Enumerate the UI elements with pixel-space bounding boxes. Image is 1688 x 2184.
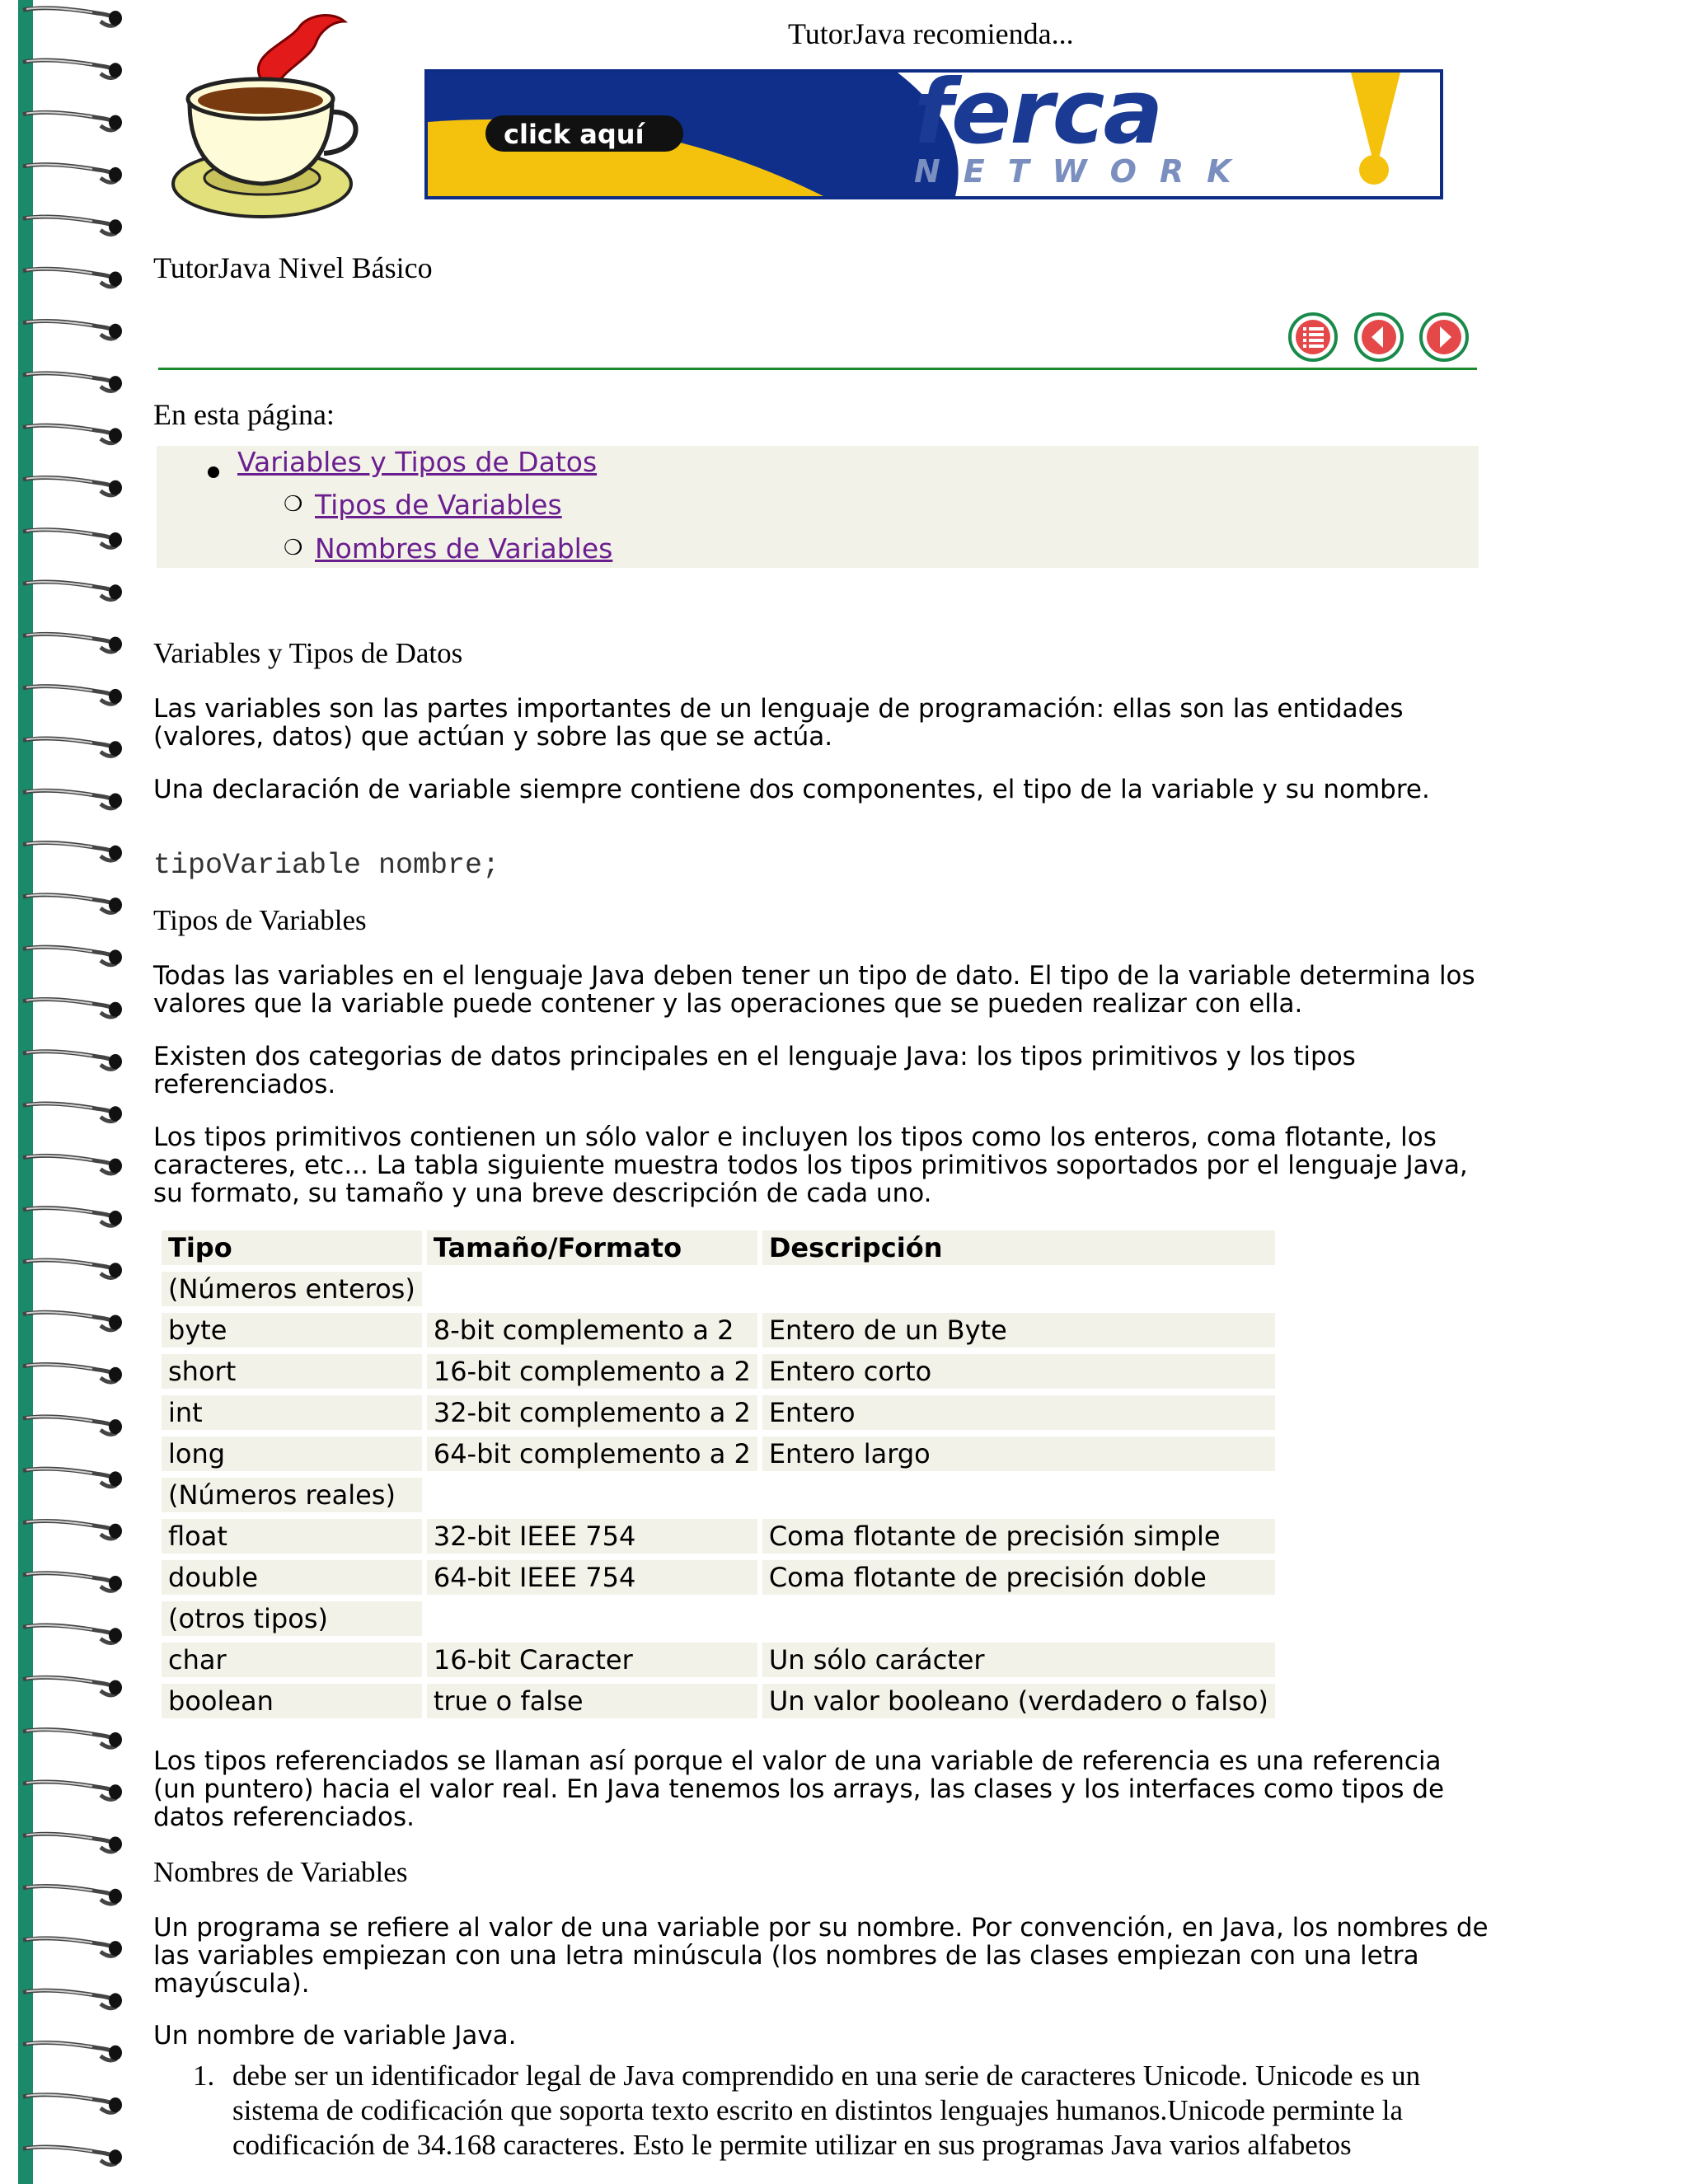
table-cell: 8-bit complemento a 2: [427, 1313, 757, 1347]
paragraph: Un nombre de variable Java.: [153, 2021, 517, 2050]
table-row: [162, 1272, 1275, 1306]
bullet-circle: ❍: [284, 536, 303, 560]
binding-ring: [23, 1782, 122, 1800]
binding-ring: [23, 1052, 122, 1070]
table-cell: 32-bit IEEE 754: [427, 1519, 757, 1554]
table-cell: true o false: [427, 1684, 757, 1718]
binding-ring: [23, 1625, 122, 1643]
table-cell: Entero de un Byte: [762, 1313, 1275, 1347]
binding-ring: [23, 1573, 122, 1591]
toc-link-tipos-variables[interactable]: Tipos de Variables: [315, 489, 562, 521]
binding-ring: [23, 1730, 122, 1748]
list-number: 1.: [193, 2060, 215, 2092]
primitive-types-table: [157, 1224, 1280, 1725]
table-cell: float: [162, 1519, 422, 1554]
binding-ring: [23, 1155, 122, 1174]
binding-ring: [23, 165, 122, 183]
table-row: [162, 1313, 1275, 1347]
table-cell: Coma flotante de precisión doble: [762, 1560, 1275, 1595]
table-row: [162, 1478, 1275, 1512]
binding-ring: [23, 2147, 122, 2165]
table-cell: double: [162, 1560, 422, 1595]
binding-ring: [23, 2095, 122, 2113]
binding-ring: [23, 477, 122, 495]
binding-ring: [23, 1260, 122, 1278]
binding-ring: [23, 530, 122, 548]
binding-ring: [23, 1417, 122, 1435]
toc-link-variables-tipos[interactable]: Variables y Tipos de Datos: [237, 446, 598, 478]
binding-ring: [23, 269, 122, 287]
green-divider: [158, 368, 1477, 370]
binding-ring: [23, 1469, 122, 1487]
index-icon[interactable]: [1287, 312, 1339, 363]
paragraph: Existen dos categorias de datos principales en el lenguaje Java: los tipos primitivos y los tipos referenciados.: [153, 1042, 1356, 1099]
table-cell: (Números enteros): [162, 1272, 422, 1306]
coffee-cup-logo: [163, 7, 361, 223]
table-cell: [427, 1478, 757, 1512]
next-arrow-icon[interactable]: [1418, 312, 1470, 363]
table-cell: Un valor booleano (verdadero o falso): [762, 1684, 1275, 1718]
toc-box: [157, 446, 1479, 568]
toc-link-nombres-variables[interactable]: Nombres de Variables: [315, 532, 613, 565]
table-cell: Entero corto: [762, 1354, 1275, 1389]
binding-ring: [23, 373, 122, 391]
table-cell: Entero: [762, 1395, 1275, 1430]
binding-ring: [23, 1990, 122, 2008]
table-cell: Coma flotante de precisión simple: [762, 1519, 1275, 1554]
binding-ring: [23, 634, 122, 652]
paragraph: Una declaración de variable siempre contiene dos componentes, el tipo de la variable y su nombre.: [153, 775, 1430, 804]
table-cell: boolean: [162, 1684, 422, 1718]
binding-ring: [23, 738, 122, 757]
table-row: [162, 1354, 1275, 1389]
prev-arrow-icon[interactable]: [1353, 312, 1404, 363]
binding-ring: [23, 895, 122, 913]
list-item: debe ser un identificador legal de Java comprendido en una serie de caracteres Unicode. Unicode es un sistema de codificación que soporta texto escrito en distintos lenguajes humanos.Unicode perminte la codificación de 34.168 caracteres. Esto le permite utilizar en sus programas Java varios alfabetos: [232, 2060, 1421, 2161]
table-row: [162, 1436, 1275, 1471]
col-header-tamano: Tamaño/Formato: [427, 1230, 757, 1265]
binding-ring: [23, 1104, 122, 1122]
table-row: [162, 1684, 1275, 1718]
section-title-tipos: Tipos de Variables: [153, 904, 367, 936]
table-cell: (Números reales): [162, 1478, 422, 1512]
table-cell: 64-bit IEEE 754: [427, 1560, 757, 1595]
binding-ring: [23, 321, 122, 339]
binding-ring: [23, 1834, 122, 1852]
binding-ring: [23, 1677, 122, 1695]
binding-ring: [23, 1938, 122, 1957]
table-cell: 32-bit complemento a 2: [427, 1395, 757, 1430]
col-header-descripcion: Descripción: [762, 1230, 1275, 1265]
ferca-banner[interactable]: [424, 69, 1443, 199]
binding-ring: [23, 790, 122, 808]
table-cell: short: [162, 1354, 422, 1389]
banner-click-label: click aquí: [504, 119, 645, 150]
bullet-disc: [208, 466, 219, 478]
binding-ring: [23, 1521, 122, 1539]
table-row: [162, 1643, 1275, 1677]
table-cell: (otros tipos): [162, 1601, 422, 1636]
paragraph: Los tipos primitivos contienen un sólo valor e incluyen los tipos como los enteros, coma flotante, los caracteres, etc... La tabla siguiente muestra todos los tipos primitivos soportados por el lenguaje Java, su formato, su tamaño y una breve descripción de cada uno.: [153, 1122, 1468, 1208]
table-cell: [762, 1272, 1275, 1306]
col-header-tipo: Tipo: [162, 1230, 422, 1265]
table-header-row: [162, 1230, 1275, 1265]
table-cell: [427, 1272, 757, 1306]
toc-heading: En esta página:: [153, 398, 335, 431]
binding-ring: [23, 2042, 122, 2060]
table-row: [162, 1601, 1275, 1636]
code-sample: tipoVariable nombre;: [153, 849, 500, 882]
binding-ring: [23, 425, 122, 443]
binding-ring: [23, 217, 122, 235]
binding-ring: [23, 947, 122, 965]
recommend-text: TutorJava recomienda...: [788, 17, 1074, 50]
site-level-title: TutorJava Nivel Básico: [153, 251, 433, 284]
table-cell: [762, 1601, 1275, 1636]
table-cell: long: [162, 1436, 422, 1471]
table-cell: [762, 1478, 1275, 1512]
paragraph: Un programa se refiere al valor de una variable por su nombre. Por convención, en Java, los nombres de las variables empiezan con una letra minúscula (los nombres de las clases empiezan con una letra mayúscula).: [153, 1913, 1489, 1999]
binding-ring: [23, 687, 122, 705]
table-cell: byte: [162, 1313, 422, 1347]
table-cell: int: [162, 1395, 422, 1430]
section-title-nombres: Nombres de Variables: [153, 1856, 408, 1888]
section-title-variables: Variables y Tipos de Datos: [153, 637, 463, 669]
table-cell: [427, 1601, 757, 1636]
binding-ring: [23, 8, 122, 26]
binding-ring: [23, 1364, 122, 1382]
binding-ring: [23, 1312, 122, 1330]
binding-ring: [23, 1886, 122, 1904]
table-cell: 64-bit complemento a 2: [427, 1436, 757, 1471]
paragraph: Los tipos referenciados se llaman así porque el valor de una variable de referencia es una referencia (un puntero) hacia el valor real. En Java tenemos los arrays, las clases y los interfaces como tipos de datos referenciados.: [153, 1746, 1445, 1832]
paragraph: Todas las variables en el lenguaje Java deben tener un tipo de dato. El tipo de la variable determina los valores que la variable puede contener y las operaciones que se pueden realizar con ella.: [153, 961, 1475, 1019]
table-cell: Entero largo: [762, 1436, 1275, 1471]
table-cell: 16-bit Caracter: [427, 1643, 757, 1677]
banner-brand: ferca: [914, 69, 1162, 164]
table-row: [162, 1560, 1275, 1595]
table-row: [162, 1519, 1275, 1554]
banner-network: NETWORK: [914, 153, 1254, 190]
binding-ring: [23, 60, 122, 78]
table-row: [162, 1395, 1275, 1430]
binding-ring: [23, 112, 122, 130]
binding-ring: [23, 999, 122, 1017]
table-cell: char: [162, 1643, 422, 1677]
binding-ring: [23, 842, 122, 860]
table-cell: Un sólo carácter: [762, 1643, 1275, 1677]
table-cell: 16-bit complemento a 2: [427, 1354, 757, 1389]
binding-ring: [23, 582, 122, 600]
spiral-binding: [0, 0, 132, 2184]
paragraph: Las variables son las partes importantes de un lenguaje de programación: ellas son las entidades (valores, datos) que actúan y sobre las que se actúa.: [153, 694, 1404, 752]
bullet-circle: ❍: [284, 492, 303, 517]
binding-ring: [23, 1208, 122, 1226]
